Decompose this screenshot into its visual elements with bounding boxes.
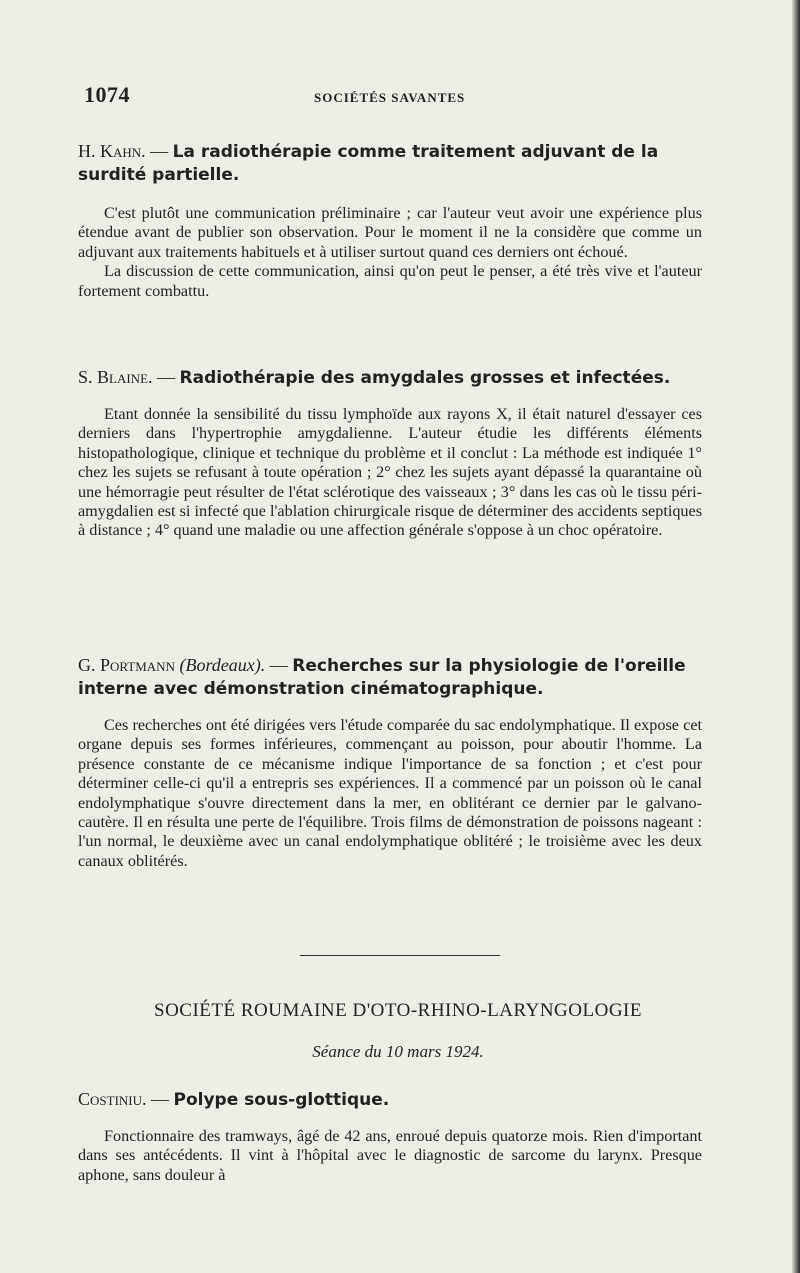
entry-title-line <box>78 366 702 389</box>
entry-author: S. Blaine. <box>78 367 153 387</box>
entry-portmann <box>78 654 702 871</box>
page-edge-shadow <box>792 0 800 1273</box>
page-header <box>84 82 694 112</box>
entry-dash: — <box>152 367 180 387</box>
entry-blaine <box>78 366 702 541</box>
entry-dash: — <box>265 655 293 675</box>
page-number: 1074 <box>84 82 130 107</box>
session-date: Séance du 10 mars 1924. <box>312 1042 484 1061</box>
running-head: SOCIÉTÉS SAVANTES <box>314 90 466 105</box>
entry-title: Polype sous-glottique. <box>173 1090 390 1110</box>
entry-title: Recherches sur la physiologie de l'oreille interne avec démonstration cinématographique. <box>78 656 686 699</box>
entry-dash: — <box>146 1089 174 1109</box>
entry-title-line <box>78 654 702 700</box>
entry-title: La radiothérapie comme traitement adjuvant de la surdité partielle. <box>78 142 659 185</box>
entry-dash: — <box>145 141 173 161</box>
section-divider <box>300 955 500 956</box>
entry-costiniu <box>78 1088 702 1185</box>
entry-paragraph: C'est plutôt une communication préliminaire ; car l'auteur veut avoir une expérience plus étendue avant de publier son observation. Pour le moment il ne la considère que comme un adjuvant aux traitements habituels et à utiliser surtout quand ces derniers ont échoué. <box>78 204 702 261</box>
entry-title: Radiothérapie des amygdales grosses et infectées. <box>179 368 671 388</box>
entry-paragraph: Fonctionnaire des tramways, âgé de 42 ans, enroué depuis quatorze mois. Rien d'important dans ses antécédents. Il vint à l'hôpital avec le diagnostic de sarcome du larynx. Presque aphone, sans douleur à <box>78 1127 702 1184</box>
entry-paragraph: Ces recherches ont été dirigées vers l'étude comparée du sac endolymphatique. Il expose cet organe depuis ses formes inférieures, commençant au poisson, pour aboutir l'homme. La présence constante de ce mécanisme indique l'importance de sa fonction ; et c'est pour déterminer celle-ci qu'il a entrepris ses expériences. Il a commencé par un poisson où le canal endolymphatique s'ouvre directement dans la mer, en oblitérant ce dernier par le galvano-cautère. Il en résulta une perte de l'équilibre. Trois films de démonstration de poissons nageant : l'un normal, le deuxième avec un canal endolymphatique oblitéré ; le troisième avec les deux canaux oblitérés. <box>78 716 702 870</box>
entry-author: Costiniu. <box>78 1089 147 1109</box>
entry-kahn <box>78 140 702 301</box>
entry-paragraph: La discussion de cette communication, ainsi qu'on peut le penser, a été très vive et l'auteur fortement combattu. <box>78 262 702 300</box>
entry-title-line <box>78 1088 702 1111</box>
society-heading: SOCIÉTÉ ROUMAINE D'OTO-RHINO-LARYNGOLOGIE <box>154 1000 642 1021</box>
entry-paragraph: Etant donnée la sensibilité du tissu lymphoïde aux rayons X, il était naturel d'essayer ces derniers dans l'hypertrophie amygdalienne. L'auteur étudie les différents éléments histopathologique, clinique et technique du problème et il conclut : La méthode est indiquée 1° chez les sujets se refusant à toute opération ; 2° chez les sujets ayant dépassé la quarantaine où une hémorragie peut résulter de l'état sclérotique des vaisseaux ; 3° dans les cas où le tissu péri-amygdalien est si infecté que l'ablation chirurgicale risque de déterminer des accidents septiques à distance ; 4° quand une maladie ou une affection générale s'oppose à un choc opératoire. <box>78 405 702 540</box>
entry-author-note: (Bordeaux). <box>179 655 266 675</box>
entry-author: G. Portmann <box>78 655 175 675</box>
entry-author: H. Kahn. <box>78 141 146 161</box>
entry-title-line <box>78 140 702 186</box>
